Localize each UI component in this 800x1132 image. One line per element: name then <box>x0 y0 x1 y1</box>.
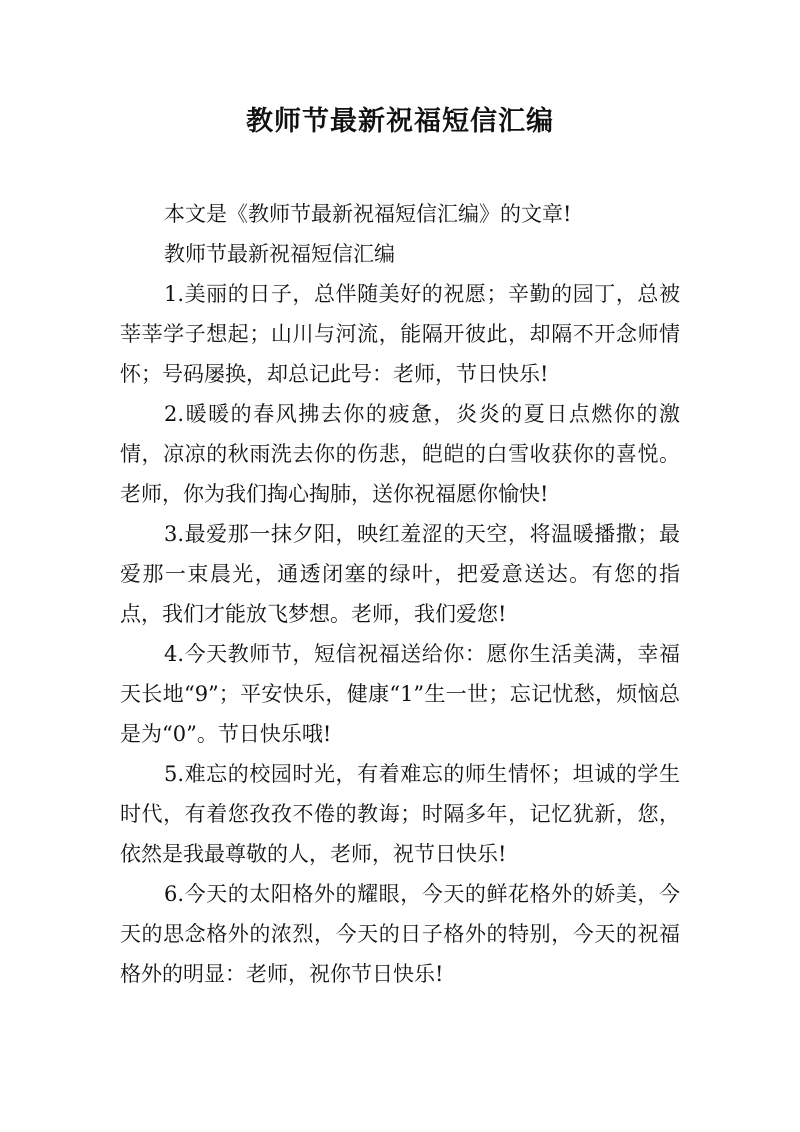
message-paragraph-3: 3.最爱那一抹夕阳，映红羞涩的天空，将温暖播撒；最爱那一束晨光，通透闭塞的绿叶，把爱意送达。有您的指点，我们才能放飞梦想。老师，我们爱您! <box>120 522 680 626</box>
intro-paragraph: 本文是《教师节最新祝福短信汇编》的文章! <box>164 202 572 226</box>
section-heading-paragraph: 教师节最新祝福短信汇编 <box>164 242 395 266</box>
message-paragraph-2: 2.暖暖的春风拂去你的疲惫，炎炎的夏日点燃你的激情，凉凉的秋雨洗去你的伤悲，皑皑的白雪收获你的喜悦。老师，你为我们掏心掏肺，送你祝福愿你愉快! <box>120 402 680 506</box>
message-paragraph-1: 1.美丽的日子，总伴随美好的祝愿；辛勤的园丁，总被莘莘学子想起；山川与河流，能隔开彼此，却隔不开念师情怀；号码屡换，却总记此号：老师，节日快乐! <box>120 282 680 386</box>
message-paragraph-5: 5.难忘的校园时光，有着难忘的师生情怀；坦诚的学生时代，有着您孜孜不倦的教诲；时隔多年，记忆犹新，您，依然是我最尊敬的人，老师，祝节日快乐! <box>120 762 680 866</box>
document-body <box>120 194 680 994</box>
message-paragraph-6: 6.今天的太阳格外的耀眼，今天的鲜花格外的娇美，今天的思念格外的浓烈，今天的日子格外的特别，今天的祝福格外的明显：老师，祝你节日快乐! <box>120 882 680 986</box>
document-title: 教师节最新祝福短信汇编 <box>246 106 554 137</box>
message-paragraph-4: 4.今天教师节，短信祝福送给你：愿你生活美满，幸福天长地“9”；平安快乐，健康“1”生一世；忘记忧愁，烦恼总是为“0”。节日快乐哦! <box>120 642 680 746</box>
